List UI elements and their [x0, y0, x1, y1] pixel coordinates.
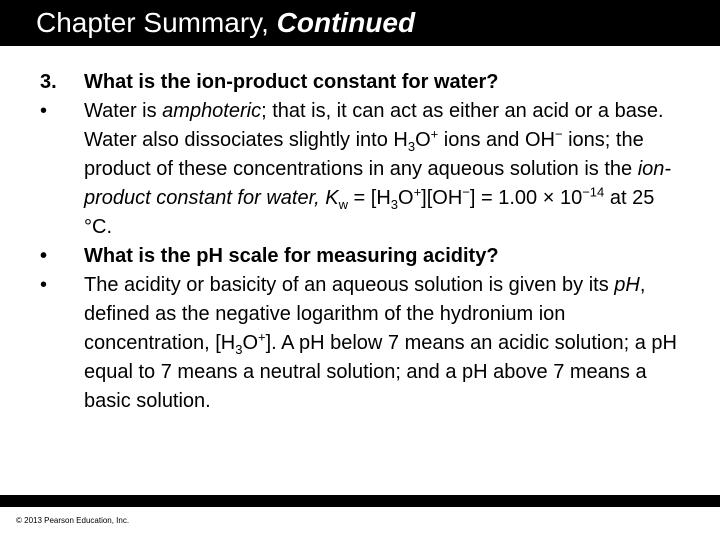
text-run: The acidity or basicity of an aqueous solution is given by its: [84, 274, 615, 296]
superscript: −14: [582, 184, 605, 200]
text-run: ions and OH: [438, 129, 555, 151]
title-main: Chapter Summary,: [36, 7, 277, 38]
subscript: 3: [235, 342, 243, 357]
text-run: = [H: [347, 187, 391, 209]
bullet-text: [84, 274, 677, 412]
superscript: +: [430, 126, 439, 142]
footer-bar: [0, 495, 720, 507]
subscript: 3: [390, 197, 399, 212]
list-number: 3.: [40, 71, 57, 93]
question-3: [40, 68, 680, 97]
title-bar: [0, 0, 720, 46]
text-run: , defined as the negative logarithm of the hydronium ion concentration, [H: [84, 274, 646, 354]
text-run: ][OH: [421, 187, 463, 209]
bullet-ph-question: [40, 242, 680, 271]
text-italic: ion-product constant for water, K: [84, 158, 672, 209]
text-italic: amphoteric: [162, 100, 262, 122]
superscript: −: [462, 184, 470, 200]
title-emphasis: Continued: [276, 7, 416, 38]
bullet-marker: •: [40, 274, 48, 296]
subscript: 3: [407, 139, 416, 154]
bullet-text: What is the pH scale for measuring acidity?: [84, 245, 499, 267]
subscript: w: [338, 197, 348, 212]
text-run: O: [415, 129, 431, 151]
bullet-text: [84, 100, 671, 238]
bullet-marker: •: [40, 245, 48, 267]
text-run: ions; the product of these concentrations in any aqueous solution is the: [84, 129, 644, 180]
text-run: ]. A pH below 7 means an acidic solution; a pH equal to 7 means a neutral solution; and a pH above 7 means a basic solution.: [84, 332, 677, 412]
bullet-ph-definition: [40, 271, 680, 416]
slide-title: [36, 6, 415, 40]
bullet-marker: •: [40, 100, 48, 122]
superscript: +: [258, 329, 266, 345]
slide-content: [40, 68, 680, 416]
copyright-footer: © 2013 Pearson Education, Inc.: [16, 516, 130, 525]
bullet-water-amphoteric: [40, 97, 680, 242]
text-run: ] = 1.00 × 10: [469, 187, 583, 209]
superscript: +: [413, 184, 422, 200]
text-run: O: [398, 187, 414, 209]
text-italic: pH: [614, 274, 640, 296]
superscript: −: [554, 126, 563, 142]
text-run: at 25 °C.: [84, 187, 655, 238]
question-3-text: What is the ion-product constant for water?: [84, 71, 499, 93]
text-run: O: [242, 332, 258, 354]
text-run: ; that is, it can act as either an acid or a base. Water also dissociates slightly into H: [84, 100, 664, 151]
text-run: Water is: [84, 100, 163, 122]
